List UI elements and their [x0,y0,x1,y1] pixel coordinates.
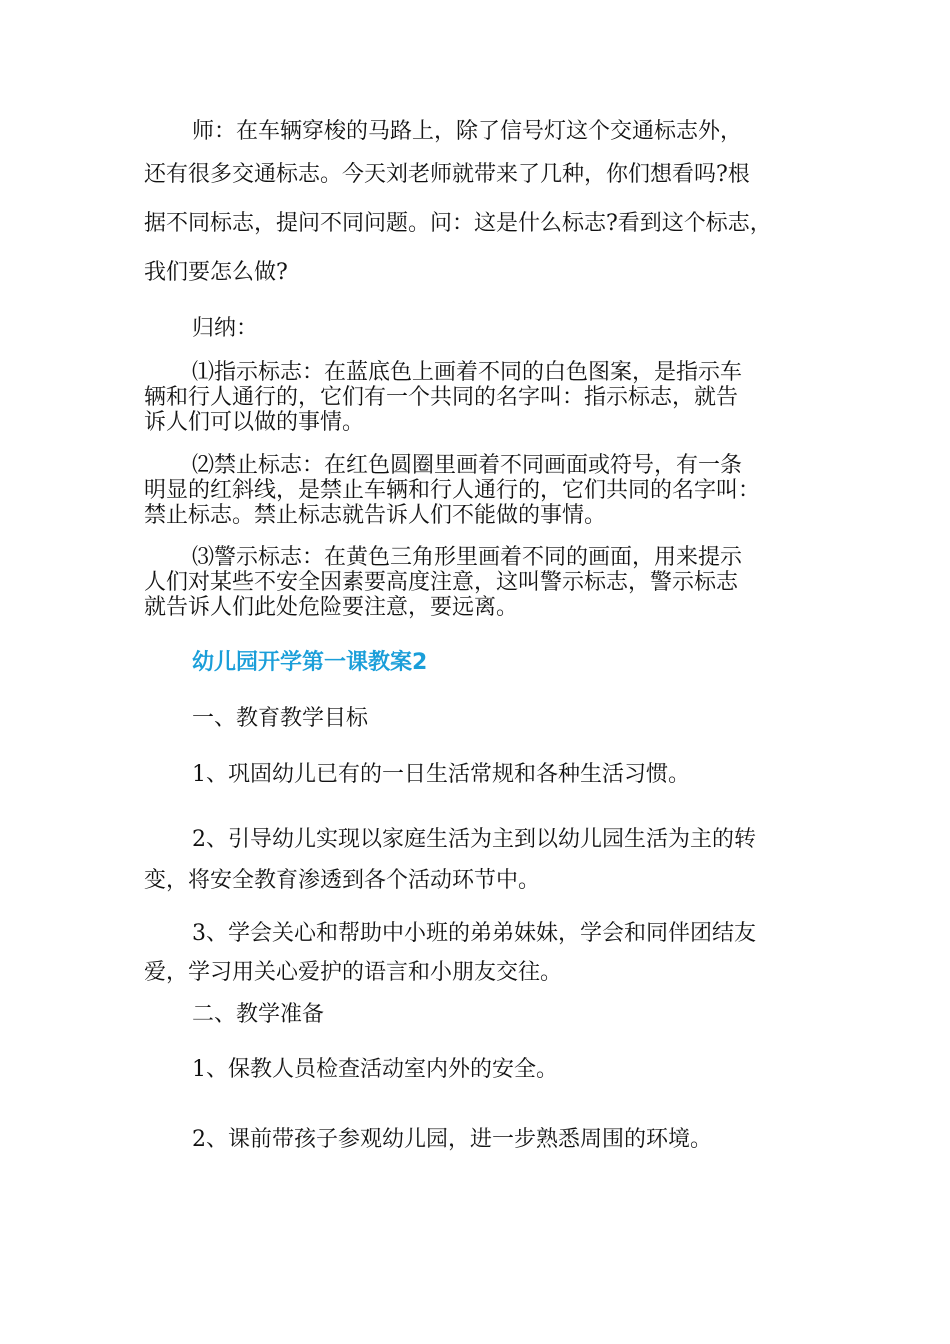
goals-heading: 一、教育教学目标 [192,706,369,731]
item3-line-2: 人们对某些不安全因素要高度注意，这叫警示标志，警示标志 [144,570,739,595]
goal-3-line-1: 3、学会关心和帮助中小班的弟弟妹妹，学会和同伴团结友 [192,921,756,946]
prep-1: 1、保教人员检查活动室内外的安全。 [192,1057,558,1082]
item3-line-1: ⑶警示标志：在黄色三角形里画着不同的画面，用来提示 [192,545,743,570]
intro-line-4: 我们要怎么做? [144,260,288,285]
item1-line-1: ⑴指示标志：在蓝底色上画着不同的白色图案，是指示车 [192,360,743,385]
item3-line-3: 就告诉人们此处危险要注意，要远离。 [144,595,519,620]
intro-line-2: 还有很多交通标志。今天刘老师就带来了几种，你们想看吗?根 [144,162,750,187]
item2-line-3: 禁止标志。禁止标志就告诉人们不能做的事情。 [144,503,607,528]
item2-line-2: 明显的红斜线，是禁止车辆和行人通行的，它们共同的名字叫： [144,478,761,503]
item1-line-2: 辆和行人通行的，它们有一个共同的名字叫：指示标志，就告 [144,385,739,410]
summary-label: 归纳： [192,316,259,341]
goal-1: 1、巩固幼儿已有的一日生活常规和各种生活习惯。 [192,762,690,787]
goal-2-line-1: 2、引导幼儿实现以家庭生活为主到以幼儿园生活为主的转 [192,827,756,852]
goal-3-line-2: 爱，学习用关心爱护的语言和小朋友交往。 [144,960,563,985]
intro-line-1: 师：在车辆穿梭的马路上，除了信号灯这个交通标志外， [192,119,743,144]
item2-line-1: ⑵禁止标志：在红色圆圈里画着不同画面或符号，有一条 [192,453,743,478]
intro-line-3: 据不同标志，提问不同问题。问：这是什么标志?看到这个标志， [144,211,772,236]
goal-2-line-2: 变，将安全教育渗透到各个活动环节中。 [144,868,541,893]
prep-2: 2、课前带孩子参观幼儿园，进一步熟悉周围的环境。 [192,1127,712,1152]
prep-heading: 二、教学准备 [192,1002,325,1027]
item1-line-3: 诉人们可以做的事情。 [144,410,365,435]
section-title: 幼儿园开学第一课教案2 [192,650,428,675]
